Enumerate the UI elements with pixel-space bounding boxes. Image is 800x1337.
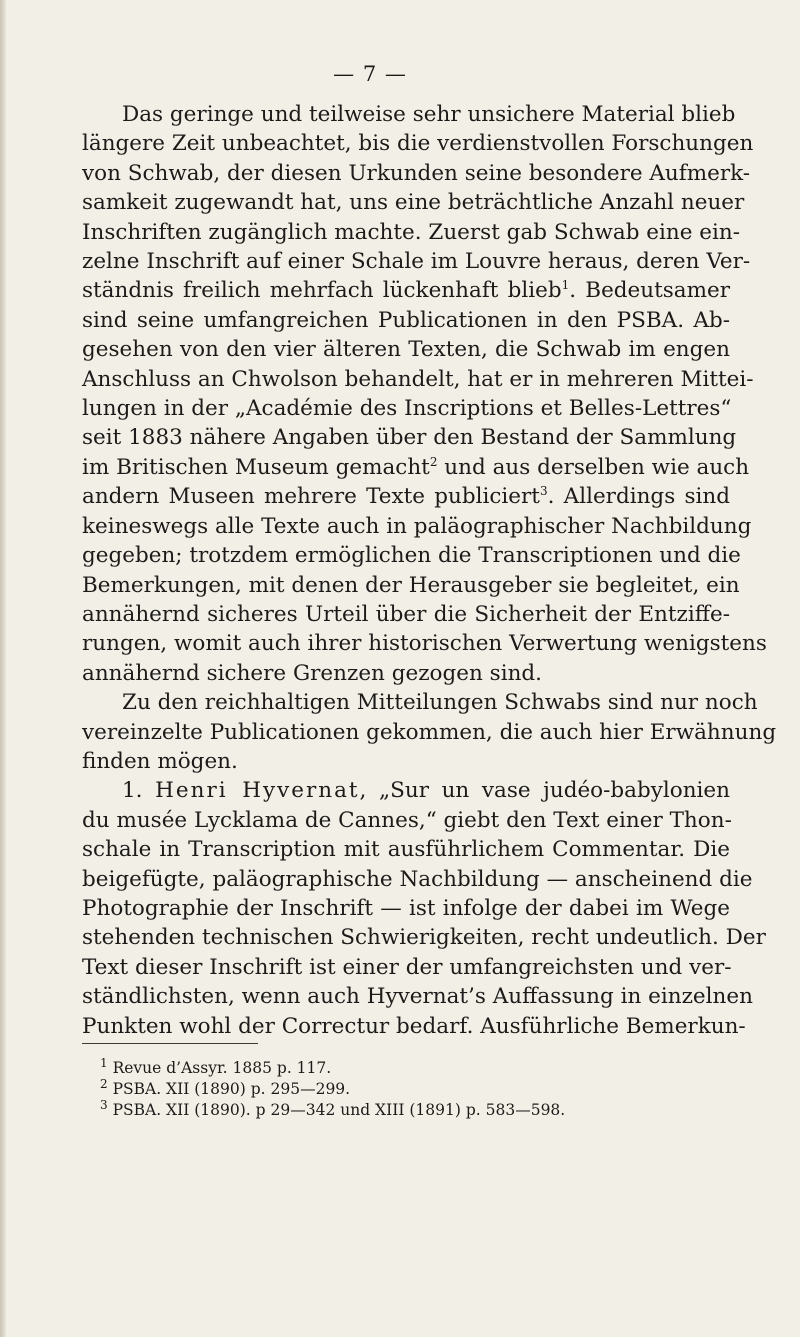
footnote-ref-2: 2: [429, 454, 438, 469]
footnote-mark: 1: [100, 1055, 108, 1070]
text-line: du musée Lycklama de Cannes,“ giebt den Text einer Thon-: [82, 807, 732, 833]
text-line: zelne Inschrift auf einer Schale im Louvre heraus, deren Ver-: [82, 249, 751, 275]
text-line: gegeben; trotzdem ermöglichen die Transcriptionen und die: [82, 543, 741, 569]
text-line: Photographie der Inschrift — ist infolge der dabei im Wege: [82, 895, 730, 921]
text-line: beigefügte, paläographische Nachbildung — anscheinend die: [82, 866, 753, 892]
text-line: Text dieser Inschrift ist einer der umfangreichsten und ver-: [82, 954, 732, 980]
text-line: keineswegs alle Texte auch in paläographischer Nachbildung: [82, 513, 752, 539]
text-line: von Schwab, der diesen Urkunden seine besondere Aufmerk-: [82, 160, 751, 186]
text-line: Anschluss an Chwolson behandelt, hat er in mehreren Mittei-: [82, 366, 754, 392]
text-line: Inschriften zugänglich machte. Zuerst gab Schwab eine ein-: [82, 219, 741, 245]
text-line: Das geringe und teilweise sehr unsichere Material blieb: [122, 102, 736, 127]
footnote-ref-3: 3: [539, 484, 548, 499]
page-number: — 7 —: [333, 62, 407, 86]
text-line: lungen in der „Académie des Inscriptions et Belles-Lettres“: [82, 396, 732, 422]
text-line: längere Zeit unbeachtet, bis die verdienstvollen Forschungen: [82, 131, 754, 157]
footnote-2: [100, 1076, 740, 1100]
list-number: 1.: [122, 778, 156, 804]
footnote-ref-1: 1: [561, 278, 570, 293]
footnote-text: PSBA. XII (1890). p 29—342 und XIII (1891) p. 583—598.: [107, 1101, 566, 1119]
footnote-text: Revue d’Assyr. 1885 p. 117.: [107, 1059, 332, 1077]
text-line: rungen, womit auch ihrer historischen Verwertung wenigstens: [82, 631, 767, 657]
footnote-mark: 3: [100, 1097, 108, 1112]
footnote-mark: 2: [100, 1076, 108, 1091]
footnote-divider: [82, 1043, 258, 1044]
text-line: annähernd sichere Grenzen gezogen sind.: [82, 660, 543, 686]
text-line: Bemerkungen, mit denen der Herausgeber sie begleitet, ein: [82, 572, 740, 598]
text-line: ständlichsten, wenn auch Hyvernat’s Auffassung in einzelnen: [82, 984, 753, 1010]
text-line: schale in Transcription mit ausführlichem Commentar. Die: [82, 837, 730, 863]
text-line: [82, 482, 730, 511]
text-fragment: , „Sur un vase judéo-babylonien: [359, 778, 730, 804]
text-fragment: . Bedeutsamer: [569, 278, 731, 304]
text-line: seit 1883 nähere Angaben über den Bestand der Sammlung: [82, 425, 737, 451]
text-line: [82, 776, 730, 805]
text-line: annähernd sicheres Urteil über die Sicherheit der Entziffe-: [82, 601, 730, 627]
text-fragment: . Allerdings sind: [547, 484, 730, 510]
footnotes: [100, 1055, 740, 1121]
text-fragment: und aus derselben wie auch: [437, 454, 750, 480]
text-line: [82, 276, 730, 305]
body-text: [82, 100, 777, 1041]
text-line: sind seine umfangreichen Publicationen in den PSBA. Ab-: [82, 307, 730, 333]
footnote-1: [100, 1055, 740, 1079]
text-line: [82, 453, 750, 482]
footnote-text: PSBA. XII (1890) p. 295—299.: [107, 1080, 351, 1098]
text-fragment: im Britischen Museum gemacht: [82, 454, 430, 480]
text-line: Zu den reichhaltigen Mitteilungen Schwabs sind nur noch: [122, 690, 758, 716]
text-line: finden mögen.: [82, 748, 238, 774]
footnote-3: [100, 1097, 740, 1121]
text-line: vereinzelte Publicationen gekommen, die auch hier Erwähnung: [82, 719, 777, 745]
text-line: gesehen von den vier älteren Texten, die Schwab im engen: [82, 337, 730, 363]
author-name: Henri Hyvernat: [155, 778, 360, 804]
text-line: samkeit zugewandt hat, uns eine beträchtliche Anzahl neuer: [82, 190, 745, 216]
text-line: stehenden technischen Schwierigkeiten, recht undeutlich. Der: [82, 925, 766, 951]
text-line: Punkten wohl der Correctur bedarf. Ausführliche Bemerkun-: [82, 1013, 746, 1039]
text-fragment: andern Museen mehrere Texte publiciert: [82, 484, 540, 510]
page-binding-edge: [0, 0, 6, 1337]
text-fragment: ständnis freilich mehrfach lückenhaft blieb: [82, 278, 562, 304]
